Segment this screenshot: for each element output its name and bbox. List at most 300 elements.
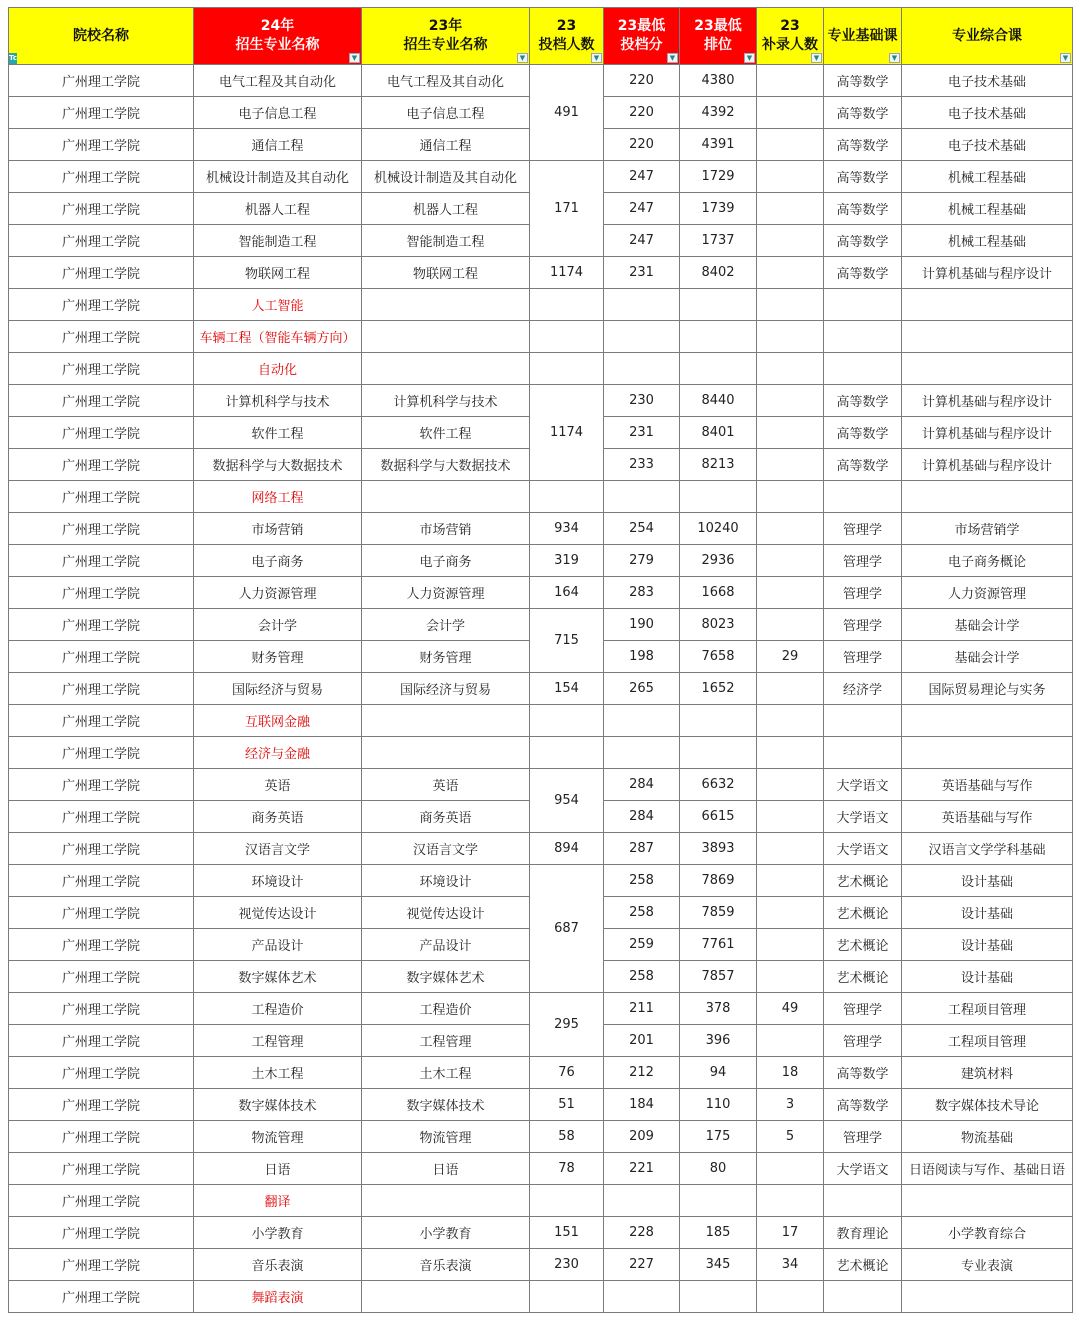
cell-school[interactable]: 广州理工学院 [9,353,194,385]
cell-supplementary[interactable] [757,161,824,193]
cell-applicants[interactable] [530,1281,604,1313]
cell-comprehensive-course[interactable]: 电子技术基础 [902,65,1073,97]
cell-min-rank[interactable] [680,321,757,353]
filter-dropdown-icon[interactable]: ▼ [591,53,602,63]
cell-comprehensive-course[interactable]: 英语基础与写作 [902,769,1073,801]
cell-min-score[interactable] [604,1281,680,1313]
cell-basic-course[interactable]: 大学语文 [824,801,902,833]
cell-min-score[interactable]: 258 [604,865,680,897]
cell-min-rank[interactable]: 396 [680,1025,757,1057]
cell-min-score[interactable]: 247 [604,225,680,257]
cell-school[interactable]: 广州理工学院 [9,1153,194,1185]
cell-supplementary[interactable]: 3 [757,1089,824,1121]
cell-min-score[interactable]: 220 [604,129,680,161]
cell-supplementary[interactable] [757,385,824,417]
cell-major-24[interactable]: 国际经济与贸易 [194,673,362,705]
cell-min-rank[interactable]: 8023 [680,609,757,641]
cell-applicants[interactable]: 171 [530,161,604,257]
cell-min-score[interactable]: 190 [604,609,680,641]
cell-major-24[interactable]: 数字媒体技术 [194,1089,362,1121]
cell-major-24[interactable]: 物流管理 [194,1121,362,1153]
cell-applicants[interactable]: 1174 [530,257,604,289]
cell-min-rank[interactable]: 8402 [680,257,757,289]
cell-school[interactable]: 广州理工学院 [9,1025,194,1057]
cell-min-rank[interactable]: 1729 [680,161,757,193]
cell-basic-course[interactable]: 高等数学 [824,193,902,225]
cell-major-24[interactable]: 计算机科学与技术 [194,385,362,417]
cell-applicants[interactable]: 58 [530,1121,604,1153]
cell-major-23[interactable] [362,481,530,513]
cell-comprehensive-course[interactable]: 设计基础 [902,897,1073,929]
cell-supplementary[interactable] [757,737,824,769]
cell-supplementary[interactable] [757,865,824,897]
cell-comprehensive-course[interactable]: 电子技术基础 [902,129,1073,161]
cell-basic-course[interactable]: 艺术概论 [824,897,902,929]
cell-basic-course[interactable]: 艺术概论 [824,929,902,961]
cell-applicants[interactable]: 894 [530,833,604,865]
cell-school[interactable]: 广州理工学院 [9,161,194,193]
col-header-min-rank[interactable] [680,8,757,65]
cell-min-score[interactable]: 198 [604,641,680,673]
cell-major-24[interactable]: 翻译 [194,1185,362,1217]
cell-major-24[interactable]: 视觉传达设计 [194,897,362,929]
cell-min-score[interactable]: 209 [604,1121,680,1153]
cell-major-24[interactable]: 车辆工程（智能车辆方向） [194,321,362,353]
cell-min-score[interactable]: 230 [604,385,680,417]
cell-min-rank[interactable] [680,1281,757,1313]
cell-school[interactable]: 广州理工学院 [9,641,194,673]
cell-supplementary[interactable] [757,129,824,161]
cell-major-23[interactable] [362,705,530,737]
cell-school[interactable]: 广州理工学院 [9,1249,194,1281]
cell-major-23[interactable]: 会计学 [362,609,530,641]
cell-comprehensive-course[interactable]: 设计基础 [902,865,1073,897]
cell-comprehensive-course[interactable]: 国际贸易理论与实务 [902,673,1073,705]
cell-supplementary[interactable] [757,449,824,481]
cell-comprehensive-course[interactable]: 计算机基础与程序设计 [902,417,1073,449]
cell-major-24[interactable]: 市场营销 [194,513,362,545]
col-header-comprehensive-course[interactable] [902,8,1073,65]
cell-comprehensive-course[interactable]: 设计基础 [902,961,1073,993]
cell-major-24[interactable]: 电气工程及其自动化 [194,65,362,97]
cell-school[interactable]: 广州理工学院 [9,705,194,737]
cell-comprehensive-course[interactable]: 计算机基础与程序设计 [902,257,1073,289]
cell-supplementary[interactable] [757,1281,824,1313]
cell-supplementary[interactable] [757,705,824,737]
cell-basic-course[interactable]: 高等数学 [824,1057,902,1089]
cell-min-rank[interactable]: 7658 [680,641,757,673]
cell-school[interactable]: 广州理工学院 [9,897,194,929]
cell-major-23[interactable]: 电子信息工程 [362,97,530,129]
cell-applicants[interactable]: 51 [530,1089,604,1121]
cell-major-24[interactable]: 英语 [194,769,362,801]
cell-basic-course[interactable]: 高等数学 [824,385,902,417]
cell-basic-course[interactable]: 艺术概论 [824,865,902,897]
cell-supplementary[interactable] [757,545,824,577]
cell-major-24[interactable]: 经济与金融 [194,737,362,769]
cell-comprehensive-course[interactable]: 专业表演 [902,1249,1073,1281]
cell-min-rank[interactable]: 1668 [680,577,757,609]
cell-school[interactable]: 广州理工学院 [9,737,194,769]
cell-min-rank[interactable]: 185 [680,1217,757,1249]
cell-major-24[interactable]: 网络工程 [194,481,362,513]
cell-school[interactable]: 广州理工学院 [9,961,194,993]
cell-supplementary[interactable] [757,1185,824,1217]
cell-min-score[interactable] [604,705,680,737]
cell-basic-course[interactable]: 大学语文 [824,833,902,865]
cell-supplementary[interactable] [757,961,824,993]
cell-min-rank[interactable]: 7857 [680,961,757,993]
cell-basic-course[interactable]: 管理学 [824,609,902,641]
cell-school[interactable]: 广州理工学院 [9,1185,194,1217]
cell-supplementary[interactable] [757,289,824,321]
cell-applicants[interactable]: 319 [530,545,604,577]
filter-dropdown-icon[interactable]: ▼ [811,53,822,63]
cell-major-24[interactable]: 日语 [194,1153,362,1185]
cell-applicants[interactable]: 491 [530,65,604,161]
cell-applicants[interactable]: 230 [530,1249,604,1281]
cell-comprehensive-course[interactable]: 基础会计学 [902,641,1073,673]
cell-major-23[interactable]: 数字媒体艺术 [362,961,530,993]
cell-basic-course[interactable]: 管理学 [824,577,902,609]
cell-school[interactable]: 广州理工学院 [9,97,194,129]
cell-basic-course[interactable]: 艺术概论 [824,961,902,993]
cell-major-23[interactable] [362,1281,530,1313]
cell-school[interactable]: 广州理工学院 [9,321,194,353]
cell-min-score[interactable]: 287 [604,833,680,865]
cell-school[interactable]: 广州理工学院 [9,289,194,321]
cell-supplementary[interactable]: 5 [757,1121,824,1153]
cell-comprehensive-course[interactable] [902,737,1073,769]
cell-major-23[interactable]: 数字媒体技术 [362,1089,530,1121]
cell-min-score[interactable] [604,321,680,353]
cell-comprehensive-course[interactable]: 机械工程基础 [902,193,1073,225]
col-header-basic-course[interactable] [824,8,902,65]
cell-min-rank[interactable] [680,353,757,385]
cell-min-rank[interactable]: 8440 [680,385,757,417]
cell-major-23[interactable]: 计算机科学与技术 [362,385,530,417]
cell-min-rank[interactable]: 1739 [680,193,757,225]
cell-school[interactable]: 广州理工学院 [9,1057,194,1089]
cell-min-score[interactable]: 259 [604,929,680,961]
cell-major-23[interactable]: 日语 [362,1153,530,1185]
cell-min-score[interactable]: 220 [604,65,680,97]
cell-applicants[interactable]: 151 [530,1217,604,1249]
cell-major-24[interactable]: 汉语言文学 [194,833,362,865]
cell-comprehensive-course[interactable] [902,353,1073,385]
cell-major-24[interactable]: 舞蹈表演 [194,1281,362,1313]
cell-comprehensive-course[interactable]: 建筑材料 [902,1057,1073,1089]
cell-major-24[interactable]: 小学教育 [194,1217,362,1249]
cell-min-score[interactable]: 231 [604,257,680,289]
cell-major-24[interactable]: 机器人工程 [194,193,362,225]
cell-min-rank[interactable]: 8213 [680,449,757,481]
cell-applicants[interactable]: 715 [530,609,604,673]
cell-basic-course[interactable] [824,289,902,321]
cell-comprehensive-course[interactable]: 计算机基础与程序设计 [902,385,1073,417]
cell-min-rank[interactable]: 7859 [680,897,757,929]
cell-applicants[interactable] [530,321,604,353]
cell-applicants[interactable]: 295 [530,993,604,1057]
cell-major-23[interactable]: 电气工程及其自动化 [362,65,530,97]
cell-min-score[interactable]: 254 [604,513,680,545]
cell-min-score[interactable]: 221 [604,1153,680,1185]
cell-applicants[interactable] [530,737,604,769]
cell-min-score[interactable]: 220 [604,97,680,129]
cell-school[interactable]: 广州理工学院 [9,449,194,481]
cell-major-24[interactable]: 土木工程 [194,1057,362,1089]
cell-min-rank[interactable] [680,737,757,769]
cell-supplementary[interactable] [757,769,824,801]
cell-school[interactable]: 广州理工学院 [9,481,194,513]
cell-major-23[interactable]: 工程管理 [362,1025,530,1057]
cell-supplementary[interactable] [757,929,824,961]
cell-major-23[interactable] [362,289,530,321]
cell-applicants[interactable]: 1174 [530,385,604,481]
cell-school[interactable]: 广州理工学院 [9,1089,194,1121]
cell-min-score[interactable] [604,353,680,385]
cell-major-24[interactable]: 互联网金融 [194,705,362,737]
cell-supplementary[interactable]: 17 [757,1217,824,1249]
cell-min-score[interactable]: 265 [604,673,680,705]
cell-comprehensive-course[interactable] [902,321,1073,353]
cell-major-23[interactable]: 英语 [362,769,530,801]
cell-comprehensive-course[interactable]: 工程项目管理 [902,993,1073,1025]
cell-major-24[interactable]: 商务英语 [194,801,362,833]
cell-comprehensive-course[interactable]: 物流基础 [902,1121,1073,1153]
cell-applicants[interactable]: 154 [530,673,604,705]
cell-major-23[interactable]: 机械设计制造及其自动化 [362,161,530,193]
cell-basic-course[interactable]: 管理学 [824,1121,902,1153]
cell-comprehensive-course[interactable]: 电子商务概论 [902,545,1073,577]
cell-major-23[interactable]: 智能制造工程 [362,225,530,257]
cell-supplementary[interactable] [757,257,824,289]
cell-basic-course[interactable]: 艺术概论 [824,1249,902,1281]
cell-major-23[interactable]: 音乐表演 [362,1249,530,1281]
cell-major-23[interactable]: 电子商务 [362,545,530,577]
cell-basic-course[interactable]: 管理学 [824,993,902,1025]
cell-school[interactable]: 广州理工学院 [9,1281,194,1313]
cell-basic-course[interactable] [824,1281,902,1313]
cell-major-24[interactable]: 机械设计制造及其自动化 [194,161,362,193]
filter-dropdown-icon[interactable]: ▼ [889,53,900,63]
filter-dropdown-icon[interactable]: ▼ [667,53,678,63]
cell-major-24[interactable]: 音乐表演 [194,1249,362,1281]
cell-major-24[interactable]: 工程造价 [194,993,362,1025]
cell-school[interactable]: 广州理工学院 [9,1217,194,1249]
cell-min-score[interactable]: 247 [604,161,680,193]
cell-min-score[interactable]: 258 [604,897,680,929]
filter-dropdown-icon[interactable]: ▼ [744,53,755,63]
cell-supplementary[interactable] [757,353,824,385]
cell-comprehensive-course[interactable]: 电子技术基础 [902,97,1073,129]
cell-basic-course[interactable]: 高等数学 [824,449,902,481]
cell-min-rank[interactable] [680,1185,757,1217]
cell-major-23[interactable] [362,353,530,385]
cell-basic-course[interactable]: 大学语文 [824,769,902,801]
cell-major-24[interactable]: 产品设计 [194,929,362,961]
cell-major-23[interactable]: 机器人工程 [362,193,530,225]
cell-supplementary[interactable]: 34 [757,1249,824,1281]
cell-school[interactable]: 广州理工学院 [9,193,194,225]
cell-min-rank[interactable]: 3893 [680,833,757,865]
cell-min-score[interactable]: 279 [604,545,680,577]
cell-major-23[interactable]: 小学教育 [362,1217,530,1249]
cell-min-rank[interactable]: 8401 [680,417,757,449]
cell-school[interactable]: 广州理工学院 [9,833,194,865]
cell-min-rank[interactable]: 4391 [680,129,757,161]
cell-comprehensive-course[interactable]: 机械工程基础 [902,161,1073,193]
cell-min-score[interactable]: 212 [604,1057,680,1089]
cell-supplementary[interactable] [757,417,824,449]
cell-min-score[interactable]: 284 [604,769,680,801]
cell-min-score[interactable]: 233 [604,449,680,481]
cell-supplementary[interactable] [757,1025,824,1057]
cell-major-23[interactable]: 财务管理 [362,641,530,673]
cell-min-score[interactable]: 228 [604,1217,680,1249]
cell-comprehensive-course[interactable]: 基础会计学 [902,609,1073,641]
cell-school[interactable]: 广州理工学院 [9,417,194,449]
cell-min-rank[interactable]: 6632 [680,769,757,801]
cell-school[interactable]: 广州理工学院 [9,993,194,1025]
cell-supplementary[interactable] [757,673,824,705]
cell-supplementary[interactable] [757,801,824,833]
cell-supplementary[interactable]: 49 [757,993,824,1025]
cell-min-rank[interactable]: 2936 [680,545,757,577]
col-header-school[interactable] [9,8,194,65]
cell-major-24[interactable]: 自动化 [194,353,362,385]
cell-basic-course[interactable]: 高等数学 [824,417,902,449]
cell-comprehensive-course[interactable]: 机械工程基础 [902,225,1073,257]
cell-major-23[interactable]: 工程造价 [362,993,530,1025]
cell-major-23[interactable]: 软件工程 [362,417,530,449]
cell-school[interactable]: 广州理工学院 [9,801,194,833]
cell-school[interactable]: 广州理工学院 [9,385,194,417]
cell-min-score[interactable]: 201 [604,1025,680,1057]
cell-major-23[interactable] [362,321,530,353]
cell-school[interactable]: 广州理工学院 [9,1121,194,1153]
cell-major-24[interactable]: 智能制造工程 [194,225,362,257]
cell-major-23[interactable]: 视觉传达设计 [362,897,530,929]
cell-supplementary[interactable] [757,577,824,609]
cell-supplementary[interactable] [757,897,824,929]
cell-basic-course[interactable]: 教育理论 [824,1217,902,1249]
cell-applicants[interactable]: 934 [530,513,604,545]
cell-major-24[interactable]: 电子信息工程 [194,97,362,129]
cell-comprehensive-course[interactable] [902,705,1073,737]
cell-min-rank[interactable]: 4392 [680,97,757,129]
cell-major-24[interactable]: 通信工程 [194,129,362,161]
cell-basic-course[interactable]: 高等数学 [824,129,902,161]
cell-supplementary[interactable] [757,225,824,257]
cell-school[interactable]: 广州理工学院 [9,513,194,545]
cell-supplementary[interactable] [757,833,824,865]
cell-min-score[interactable]: 247 [604,193,680,225]
cell-basic-course[interactable] [824,321,902,353]
cell-school[interactable]: 广州理工学院 [9,545,194,577]
cell-min-rank[interactable]: 10240 [680,513,757,545]
cell-basic-course[interactable]: 管理学 [824,545,902,577]
cell-school[interactable]: 广州理工学院 [9,673,194,705]
cell-supplementary[interactable]: 29 [757,641,824,673]
cell-comprehensive-course[interactable] [902,481,1073,513]
cell-comprehensive-course[interactable]: 小学教育综合 [902,1217,1073,1249]
cell-comprehensive-course[interactable] [902,289,1073,321]
cell-comprehensive-course[interactable]: 工程项目管理 [902,1025,1073,1057]
cell-basic-course[interactable]: 管理学 [824,641,902,673]
cell-comprehensive-course[interactable]: 汉语言文学学科基础 [902,833,1073,865]
cell-major-23[interactable]: 土木工程 [362,1057,530,1089]
cell-min-score[interactable]: 283 [604,577,680,609]
cell-min-score[interactable]: 211 [604,993,680,1025]
cell-min-rank[interactable]: 6615 [680,801,757,833]
cell-basic-course[interactable]: 高等数学 [824,225,902,257]
cell-applicants[interactable]: 164 [530,577,604,609]
cell-major-23[interactable]: 人力资源管理 [362,577,530,609]
cell-major-23[interactable]: 通信工程 [362,129,530,161]
cell-major-24[interactable]: 数据科学与大数据技术 [194,449,362,481]
cell-school[interactable]: 广州理工学院 [9,65,194,97]
cell-min-rank[interactable]: 110 [680,1089,757,1121]
cell-basic-course[interactable]: 大学语文 [824,1153,902,1185]
cell-basic-course[interactable]: 高等数学 [824,1089,902,1121]
cell-min-score[interactable] [604,481,680,513]
cell-major-24[interactable]: 人工智能 [194,289,362,321]
cell-supplementary[interactable] [757,609,824,641]
cell-min-score[interactable] [604,1185,680,1217]
cell-school[interactable]: 广州理工学院 [9,769,194,801]
cell-basic-course[interactable]: 管理学 [824,513,902,545]
cell-basic-course[interactable] [824,1185,902,1217]
cell-min-rank[interactable] [680,289,757,321]
cell-supplementary[interactable] [757,513,824,545]
cell-min-score[interactable]: 284 [604,801,680,833]
cell-major-23[interactable]: 环境设计 [362,865,530,897]
cell-min-rank[interactable]: 80 [680,1153,757,1185]
cell-min-score[interactable]: 227 [604,1249,680,1281]
cell-major-23[interactable] [362,1185,530,1217]
cell-major-23[interactable]: 市场营销 [362,513,530,545]
cell-school[interactable]: 广州理工学院 [9,929,194,961]
cell-applicants[interactable]: 76 [530,1057,604,1089]
cell-basic-course[interactable]: 高等数学 [824,65,902,97]
cell-major-23[interactable]: 商务英语 [362,801,530,833]
cell-supplementary[interactable]: 18 [757,1057,824,1089]
cell-comprehensive-course[interactable]: 人力资源管理 [902,577,1073,609]
cell-comprehensive-course[interactable]: 日语阅读与写作、基础日语 [902,1153,1073,1185]
cell-major-24[interactable]: 物联网工程 [194,257,362,289]
cell-school[interactable]: 广州理工学院 [9,129,194,161]
cell-major-24[interactable]: 工程管理 [194,1025,362,1057]
cell-supplementary[interactable] [757,193,824,225]
cell-min-rank[interactable]: 378 [680,993,757,1025]
cell-min-rank[interactable]: 1737 [680,225,757,257]
cell-major-24[interactable]: 电子商务 [194,545,362,577]
cell-school[interactable]: 广州理工学院 [9,865,194,897]
cell-school[interactable]: 广州理工学院 [9,257,194,289]
cell-basic-course[interactable]: 经济学 [824,673,902,705]
col-header-min-score[interactable] [604,8,680,65]
cell-comprehensive-course[interactable]: 数字媒体技术导论 [902,1089,1073,1121]
cell-supplementary[interactable] [757,1153,824,1185]
cell-applicants[interactable] [530,1185,604,1217]
cell-supplementary[interactable] [757,481,824,513]
cell-supplementary[interactable] [757,65,824,97]
cell-basic-course[interactable]: 高等数学 [824,97,902,129]
cell-min-rank[interactable] [680,705,757,737]
cell-major-24[interactable]: 会计学 [194,609,362,641]
cell-min-score[interactable] [604,737,680,769]
